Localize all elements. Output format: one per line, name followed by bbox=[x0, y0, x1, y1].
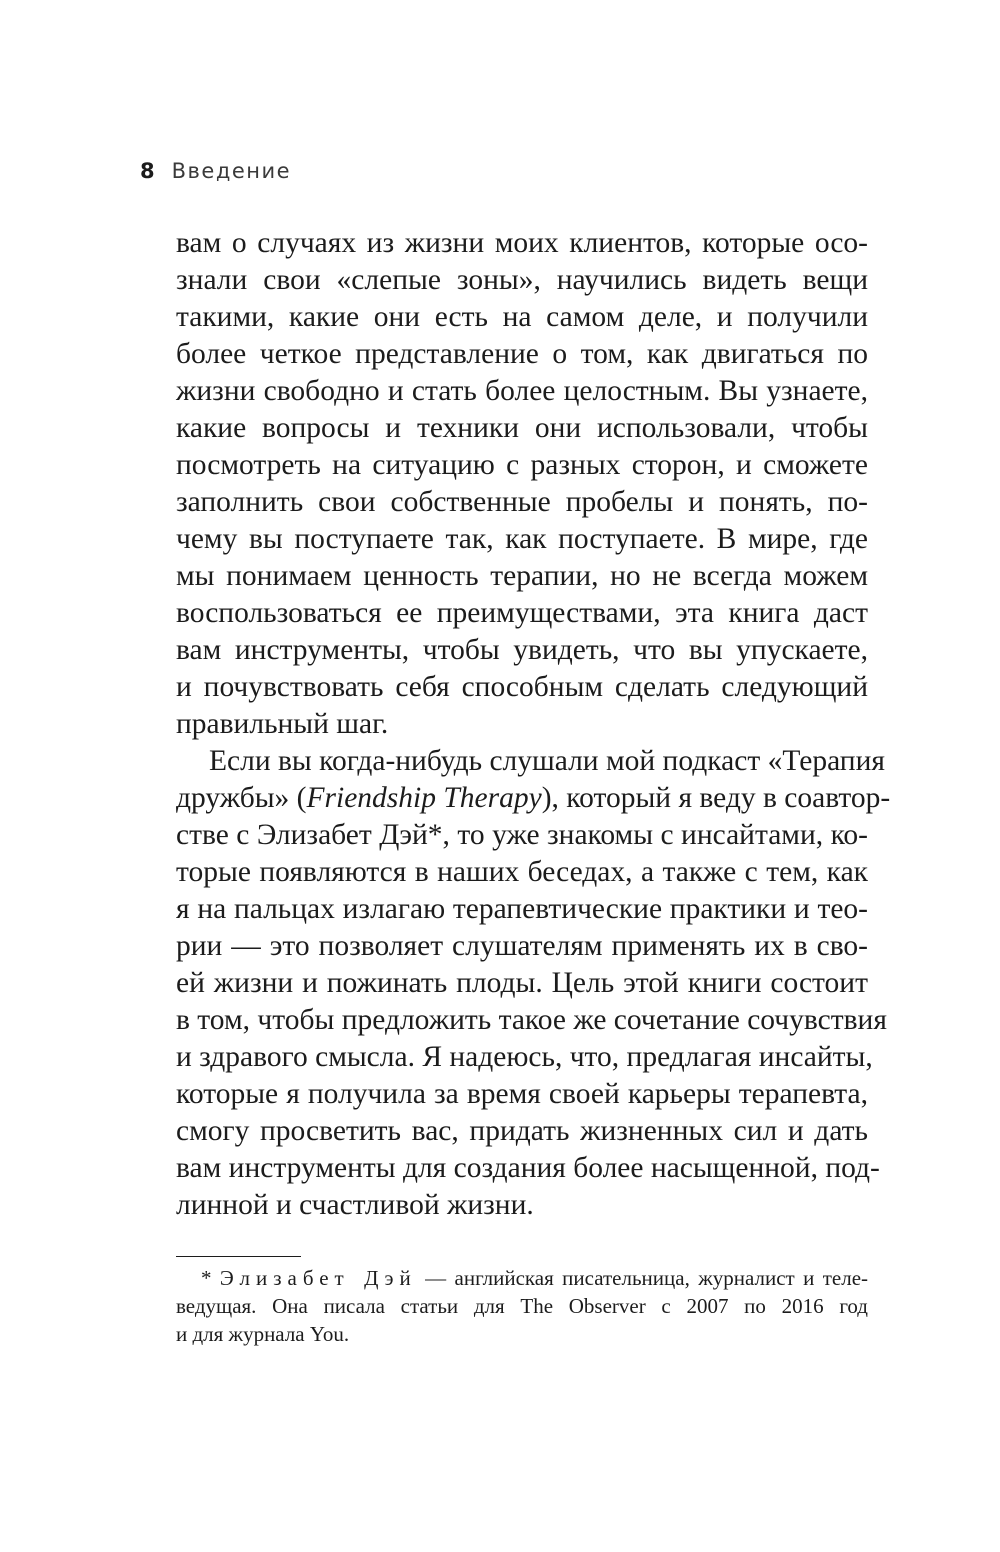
text-line: такими, какие они есть на самом деле, и получили bbox=[176, 301, 868, 333]
text-line: воспользоваться ее преимуществами, эта книга даст bbox=[176, 597, 868, 629]
text-line: посмотреть на ситуацию с разных сторон, и сможете bbox=[176, 449, 868, 481]
text-line: Если вы когда-нибудь слушали мой подкаст «Терапия bbox=[209, 745, 885, 777]
text-line bbox=[176, 780, 891, 817]
footnote bbox=[176, 1264, 868, 1348]
text-line: мы понимаем ценность терапии, но не всегда можем bbox=[176, 560, 868, 592]
text-line: я на пальцах излагаю терапевтические практики и тео- bbox=[176, 893, 868, 925]
footnote-line bbox=[176, 1264, 868, 1292]
text-line: в том, чтобы предложить такое же сочетание сочувствия bbox=[176, 1004, 887, 1036]
text-span: ), который я веду в соавтор- bbox=[541, 782, 891, 814]
text-line: вам инструменты для создания более насыщенной, под- bbox=[176, 1152, 880, 1184]
text-line: знали свои «слепые зоны», научились видеть вещи bbox=[176, 264, 868, 296]
footnote-line: ведущая. Она писала статьи для The Observer с 2007 по 2016 год bbox=[176, 1294, 868, 1318]
text-span: дружбы» ( bbox=[176, 782, 307, 814]
text-line: правильный шаг. bbox=[176, 708, 389, 740]
body-text bbox=[176, 225, 891, 1224]
text-line: смогу просветить вас, придать жизненных сил и дать bbox=[176, 1115, 868, 1147]
paragraph-2 bbox=[176, 743, 891, 1224]
footnote-marker: * bbox=[201, 1266, 212, 1290]
footnote-name: Элизабет Дэй bbox=[219, 1266, 417, 1290]
text-line: ей жизни и пожинать плоды. Цель этой книги состоит bbox=[176, 967, 868, 999]
page-number: 8 bbox=[140, 159, 155, 183]
footnote-line: и для журнала You. bbox=[176, 1322, 350, 1346]
text-line: и здравого смысла. Я надеюсь, что, предлагая инсайты, bbox=[176, 1041, 873, 1073]
text-line: которые я получила за время своей карьеры терапевта, bbox=[176, 1078, 868, 1110]
text-line: какие вопросы и техники они использовали, чтобы bbox=[176, 412, 868, 444]
text-line: стве с Элизабет Дэй*, то уже знакомы с инсайтами, ко- bbox=[176, 819, 868, 851]
footnote-divider bbox=[176, 1256, 301, 1257]
paragraph-1 bbox=[176, 225, 868, 743]
text-line: линной и счастливой жизни. bbox=[176, 1189, 534, 1221]
italic-title: Friendship Therapy bbox=[306, 782, 542, 814]
text-line: жизни свободно и стать более целостным. Вы узнаете, bbox=[176, 375, 868, 407]
text-line: более четкое представление о том, как двигаться по bbox=[176, 338, 868, 370]
text-line: рии — это позволяет слушателям применять их в сво- bbox=[176, 930, 868, 962]
running-head bbox=[140, 156, 291, 186]
text-line: чему вы поступаете так, как поступаете. В мире, где bbox=[176, 523, 868, 555]
text-line: и почувствовать себя способным сделать следующий bbox=[176, 671, 868, 703]
text-line: торые появляются в наших беседах, а также с тем, как bbox=[176, 856, 868, 888]
section-title: Введение bbox=[171, 159, 292, 183]
footnote-text: — английская писательница, журналист и теле- bbox=[416, 1266, 869, 1290]
text-line: заполнить свои собственные пробелы и понять, по- bbox=[176, 486, 868, 518]
text-line: вам о случаях из жизни моих клиентов, которые осо- bbox=[176, 227, 868, 259]
text-line: вам инструменты, чтобы увидеть, что вы упускаете, bbox=[176, 634, 868, 666]
